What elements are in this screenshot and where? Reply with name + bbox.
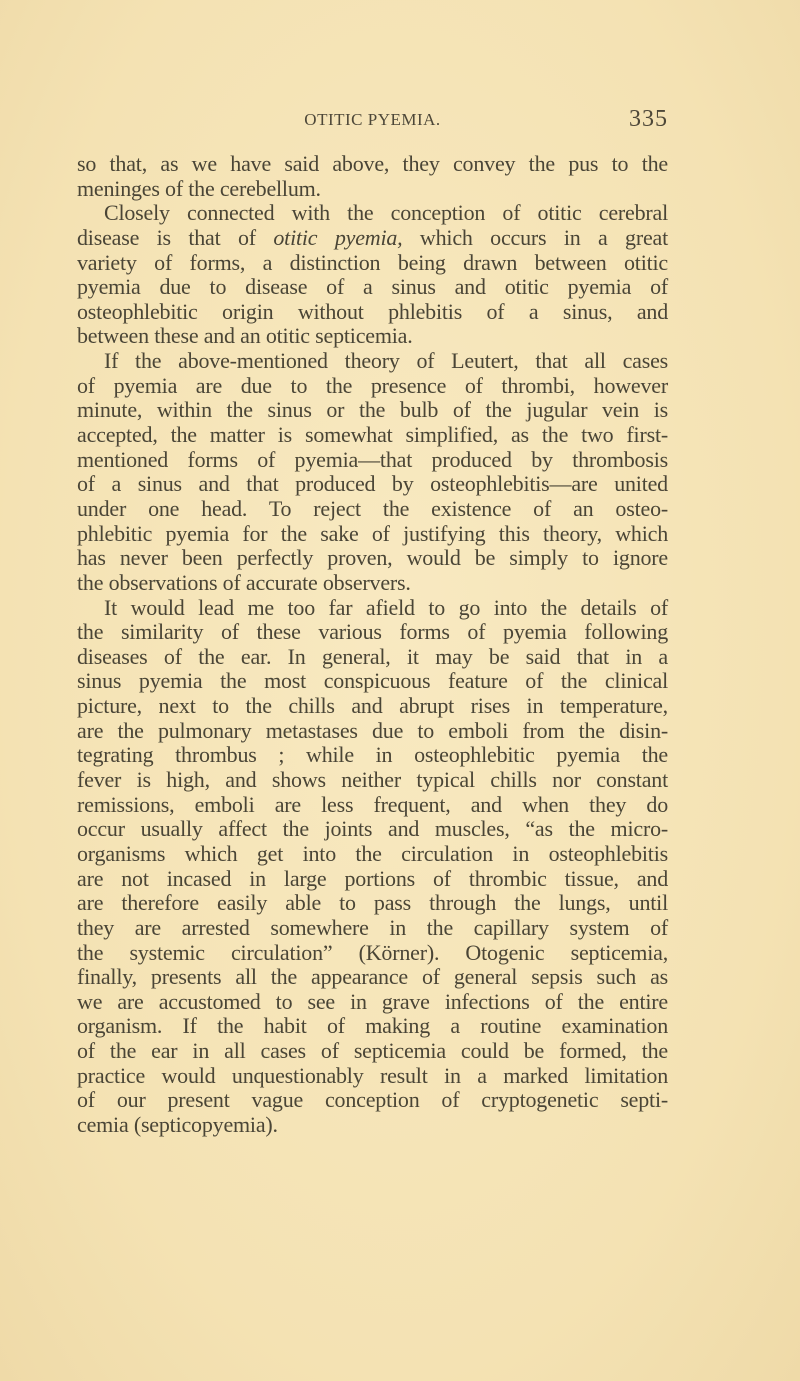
text-line: we are accustomed to see in grave infections of the entire xyxy=(77,988,668,1014)
text-line: of our present vague conception of cryptogenetic septi- xyxy=(77,1087,668,1113)
text-line: the observations of accurate observers. xyxy=(77,569,411,595)
text-line: variety of forms, a distinction being drawn between otitic xyxy=(77,249,668,275)
text-line: so that, as we have said above, they convey the pus to the xyxy=(77,151,668,176)
text-line: has never been perfectly proven, would be simply to ignore xyxy=(77,545,668,571)
text-segment: disease is that of xyxy=(77,224,274,250)
text-line: phlebitic pyemia for the sake of justifying this theory, which xyxy=(77,520,668,546)
text-line: the similarity of these various forms of pyemia following xyxy=(77,619,668,645)
text-line: accepted, the matter is somewhat simplified, as the two first- xyxy=(77,422,668,448)
text-line: finally, presents all the appearance of general sepsis such as xyxy=(77,964,668,990)
text-line: the systemic circulation” (Körner). Otogenic septicemia, xyxy=(77,939,668,965)
text-line: are therefore easily able to pass through the lungs, until xyxy=(77,890,668,916)
text-line: organisms which get into the circulation in osteophlebitis xyxy=(77,840,668,866)
text-line: sinus pyemia the most conspicuous feature of the clinical xyxy=(77,668,668,694)
text-line: cemia (septicopyemia). xyxy=(77,1111,278,1137)
text-line: are not incased in large portions of thrombic tissue, and xyxy=(77,865,668,891)
running-head xyxy=(77,106,668,134)
text-line: of the ear in all cases of septicemia could be formed, the xyxy=(77,1038,668,1064)
text-line: Closely connected with the conception of otitic cerebral xyxy=(104,200,668,226)
text-line: remissions, emboli are less frequent, and when they do xyxy=(77,791,668,817)
text-line: diseases of the ear. In general, it may be said that in a xyxy=(77,643,668,669)
paragraph xyxy=(77,596,668,1138)
text-line: under one head. To reject the existence of an osteo- xyxy=(77,495,668,521)
text-line: between these and an otitic septicemia. xyxy=(77,323,413,349)
text-line: mentioned forms of pyemia—that produced by thrombosis xyxy=(77,446,668,472)
text-line: pyemia due to disease of a sinus and otitic pyemia of xyxy=(77,274,668,300)
text-line: meninges of the cerebellum. xyxy=(77,175,321,201)
text-line: fever is high, and shows neither typical chills nor constant xyxy=(77,767,668,793)
page-number: 335 xyxy=(629,106,668,132)
text-line: It would lead me too far afield to go into the details of xyxy=(104,594,668,620)
running-title: OTITIC PYEMIA. xyxy=(304,110,441,129)
text-line: of a sinus and that produced by osteophlebitis—are united xyxy=(77,471,668,497)
text-line xyxy=(77,226,668,251)
text-line: practice would unquestionably result in a marked limitation xyxy=(77,1062,668,1088)
text-line: picture, next to the chills and abrupt rises in temperature, xyxy=(77,693,668,719)
paragraph xyxy=(77,152,668,201)
text-line: of pyemia are due to the presence of thrombi, however xyxy=(77,372,668,398)
body-text xyxy=(77,152,668,1138)
text-line: osteophlebitic origin without phlebitis of a sinus, and xyxy=(77,298,668,324)
text-line: are the pulmonary metastases due to emboli from the disin- xyxy=(77,717,668,743)
text-line: If the above-mentioned theory of Leutert, that all cases xyxy=(104,348,668,374)
text-line: occur usually affect the joints and muscles, “as the micro- xyxy=(77,816,668,842)
italic-term: otitic pyemia, xyxy=(273,224,403,250)
text-line: they are arrested somewhere in the capillary system of xyxy=(77,914,668,940)
paragraph xyxy=(77,349,668,595)
paragraph xyxy=(77,201,668,349)
text-segment: which occurs in a great xyxy=(402,224,668,250)
text-line: minute, within the sinus or the bulb of the jugular vein is xyxy=(77,397,668,423)
text-line: tegrating thrombus ; while in osteophlebitic pyemia the xyxy=(77,742,668,768)
text-line: organism. If the habit of making a routine examination xyxy=(77,1013,668,1039)
